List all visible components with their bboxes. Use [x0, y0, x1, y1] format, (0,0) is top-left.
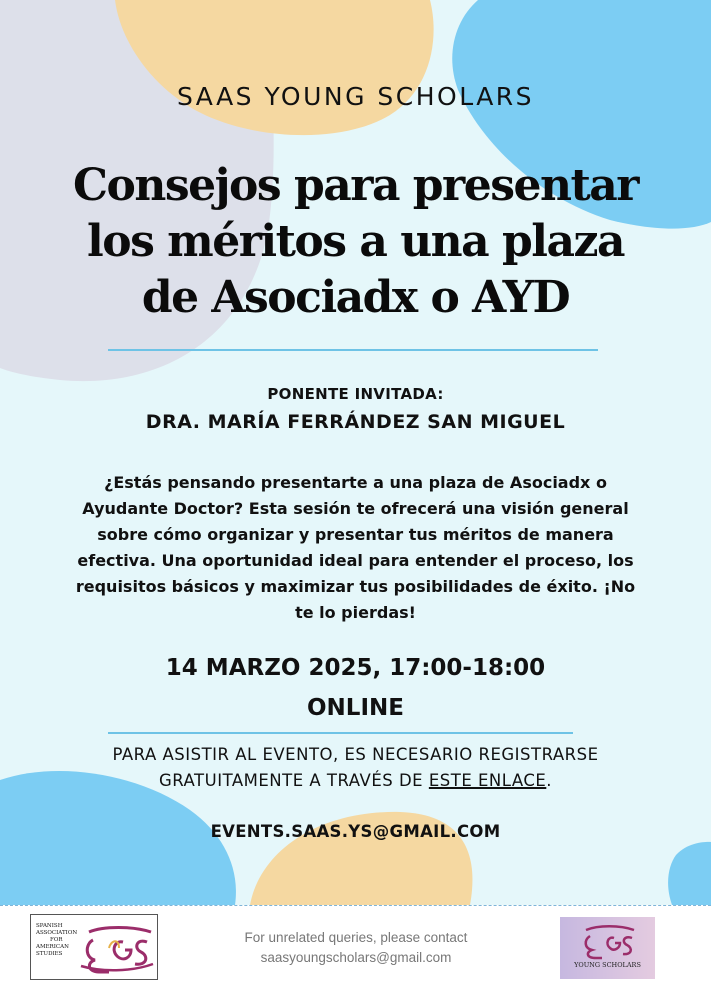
divider-bottom: [108, 732, 573, 734]
organization-name: SAAS YOUNG SCHOLARS: [176, 82, 535, 111]
saas-logo: [30, 914, 158, 980]
title-line-3: de Asociadx o AYD: [141, 272, 570, 323]
registration-suffix: .: [546, 771, 553, 790]
speaker-name: DRA. MARÍA FERRÁNDEZ SAN MIGUEL: [145, 411, 566, 433]
young-scholars-logo: [560, 917, 655, 979]
footer-note-email[interactable]: saasyoungscholars@gmail.com: [260, 950, 452, 965]
footer-contact-note: [210, 928, 502, 968]
registration-line-1: PARA ASISTIR AL EVENTO, ES NECESARIO REGISTRARSE: [112, 745, 599, 764]
logo-text-line: STUDIES: [36, 951, 63, 957]
contact-email[interactable]: EVENTS.SAAS.YS@GMAIL.COM: [210, 822, 501, 841]
registration-link[interactable]: ESTE ENLACE: [428, 771, 547, 790]
logo-text-line: SPANISH: [36, 923, 63, 929]
saas-logo-text: [36, 923, 76, 958]
young-scholars-logo-mark: [578, 920, 638, 962]
young-scholars-caption: YOUNG SCHOLARS: [574, 961, 641, 969]
divider-top: [108, 349, 598, 351]
event-date-time: 14 MARZO 2025, 17:00-18:00: [165, 655, 546, 681]
logo-text-line: FOR: [50, 937, 63, 943]
event-description: ¿Estás pensando presentarte a una plaza de Asociadx o Ayudante Doctor? Esta sesión te ofrecerá una visión general sobre cómo organizar y presentar tus méritos de manera efectiva. Una oportunidad ideal para entender el proceso, los requisitos básicos y maximizar tus posibilidades de éxito. ¡No te lo pierdas!: [75, 473, 636, 622]
registration-info: [0, 742, 711, 794]
footer-divider: [0, 905, 711, 906]
speaker-label: PONENTE INVITADA:: [267, 385, 444, 403]
saas-logo-mark: [75, 918, 155, 978]
footer-note-line-1: For unrelated queries, please contact: [244, 930, 468, 945]
title-line-1: Consejos para presentar: [73, 160, 638, 211]
event-title: [0, 158, 711, 326]
event-mode: ONLINE: [307, 695, 404, 721]
logo-text-line: ASSOCIATION: [36, 930, 78, 936]
title-line-2: los méritos a una plaza: [87, 216, 624, 267]
registration-prefix: GRATUITAMENTE A TRAVÉS DE: [158, 771, 429, 790]
logo-text-line: AMERICAN: [36, 944, 69, 950]
registration-line-2: [0, 768, 711, 794]
